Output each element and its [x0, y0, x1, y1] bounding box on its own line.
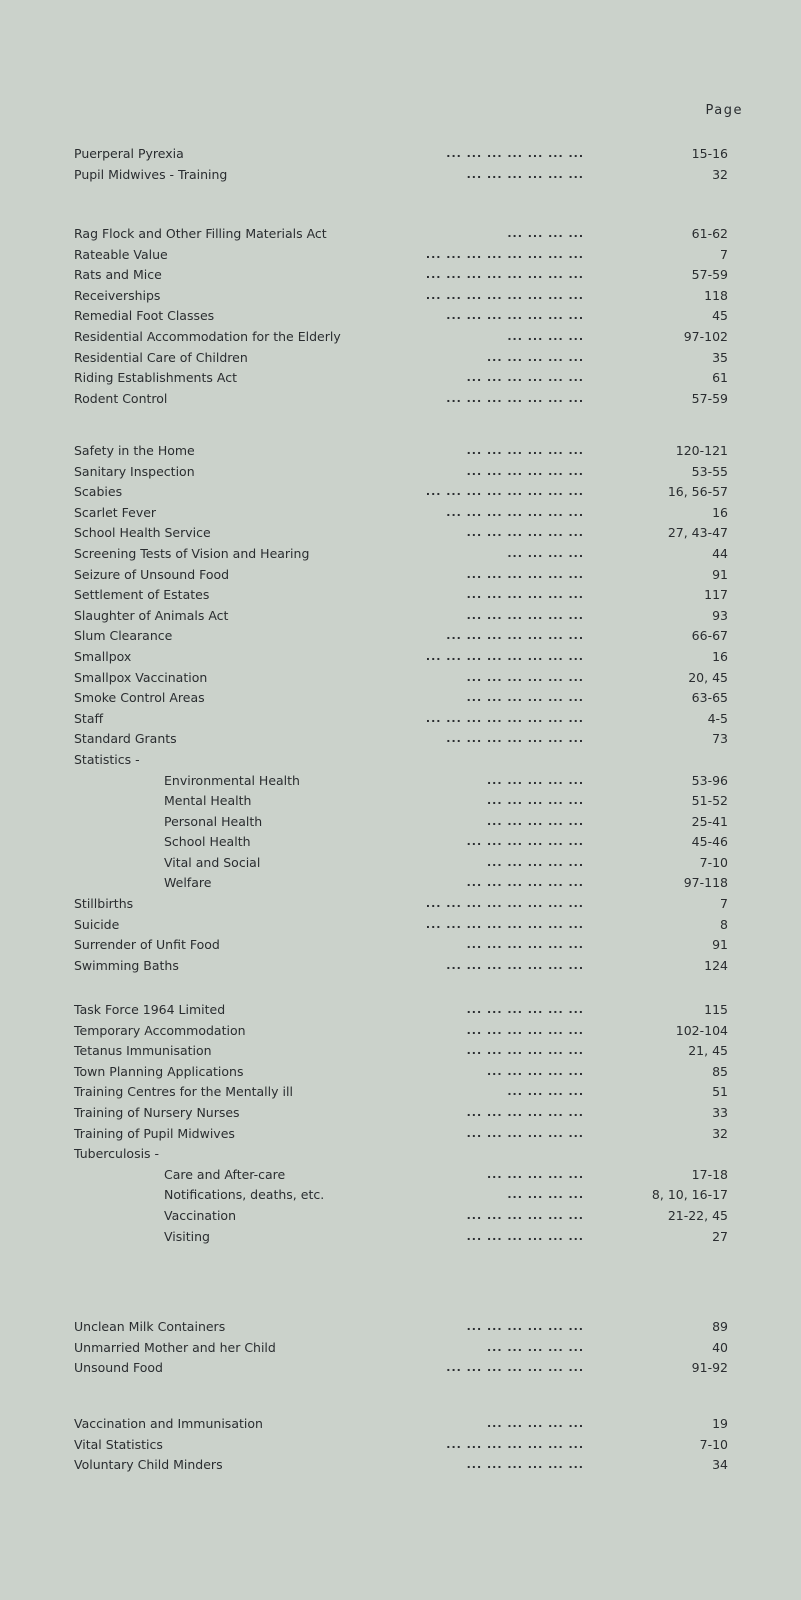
- leader-dots: ... ... ... ... ... ... ...: [446, 147, 584, 160]
- index-entry: [74, 1185, 728, 1206]
- index-entry: [74, 144, 728, 165]
- entry-label: Residential Accommodation for the Elderly: [74, 328, 341, 344]
- leader-dots: ... ... ... ... ... ...: [466, 167, 584, 181]
- page-reference: 7: [720, 896, 728, 912]
- page-reference: 7-10: [699, 1436, 728, 1452]
- page-reference: 16: [712, 648, 728, 664]
- leader-dots: ... ... ... ... ... ...: [466, 1126, 584, 1140]
- index-entry: [74, 1021, 728, 1042]
- page-reference: 34: [712, 1457, 728, 1473]
- entry-label: Sanitary Inspection: [74, 463, 195, 479]
- leader-dots: ... ... ... ...: [507, 1188, 584, 1202]
- entry-label: Seizure of Unsound Food: [74, 566, 230, 582]
- entry-label: Unsound Food: [74, 1360, 163, 1376]
- entry-label: Surrender of Unfit Food: [74, 937, 220, 953]
- leader-dots: ... ... ... ... ... ... ...: [446, 1437, 584, 1451]
- leader-dots: ... ... ... ... ... ... ... ...: [425, 897, 584, 911]
- leader-dots: ... ... ... ... ... ...: [466, 1208, 584, 1222]
- leader-dots: ... ... ... ... ...: [487, 773, 584, 787]
- page-reference: 118: [704, 287, 728, 303]
- index-entry: [74, 348, 728, 369]
- leader-dots: ... ... ... ... ... ... ...: [446, 629, 584, 643]
- index-entry: [74, 441, 728, 462]
- index-entry: [74, 1165, 728, 1186]
- index-entry: [74, 1338, 728, 1359]
- entry-label: Statistics -: [74, 751, 140, 767]
- page-reference: 97-118: [683, 875, 728, 891]
- entry-label: Mental Health: [164, 793, 252, 809]
- page-reference: 93: [712, 607, 728, 623]
- index-entry: [74, 306, 728, 327]
- index-section-r: [74, 224, 728, 409]
- index-entry: [74, 1124, 728, 1145]
- index-entry: [74, 165, 728, 186]
- page-reference: 117: [704, 587, 728, 603]
- page-reference: 19: [712, 1416, 728, 1431]
- entry-label: Welfare: [164, 875, 212, 891]
- index-section-v: [74, 1414, 728, 1476]
- entry-label: Puerperal Pyrexia: [74, 146, 184, 161]
- leader-dots: ... ... ... ... ...: [487, 1417, 584, 1430]
- index-entry: [74, 462, 728, 483]
- leader-dots: ... ... ... ... ... ...: [466, 1105, 584, 1119]
- page-reference: 91: [712, 566, 728, 582]
- index-entry: [74, 668, 728, 689]
- index-entry: [74, 626, 728, 647]
- page-reference: 45: [712, 308, 728, 324]
- index-group-heading: [74, 1144, 728, 1165]
- leader-dots: ... ... ... ...: [507, 227, 584, 240]
- entry-label: Care and After-care: [164, 1166, 286, 1182]
- entry-label: Slaughter of Animals Act: [74, 607, 229, 623]
- page-reference: 66-67: [691, 628, 728, 644]
- page-reference: 44: [712, 545, 728, 561]
- leader-dots: ... ... ... ... ... ...: [466, 1023, 584, 1037]
- entry-label: School Health Service: [74, 525, 211, 541]
- index-entry: [74, 812, 728, 833]
- entry-label: Standard Grants: [74, 731, 177, 747]
- leader-dots: ... ... ... ... ... ...: [466, 1229, 584, 1243]
- page-reference: 21-22, 45: [667, 1207, 728, 1223]
- entry-label: Riding Establishments Act: [74, 370, 237, 386]
- leader-dots: ... ... ... ... ... ... ...: [446, 958, 584, 972]
- page-reference: 61: [712, 370, 728, 386]
- entry-label: Scabies: [74, 484, 123, 500]
- entry-label: Tetanus Immunisation: [74, 1043, 212, 1059]
- leader-dots: ... ... ... ... ...: [487, 1167, 584, 1181]
- entry-label: Vaccination and Immunisation: [74, 1416, 263, 1431]
- entry-label: Staff: [74, 710, 104, 726]
- leader-dots: ... ... ... ... ... ... ...: [446, 391, 584, 405]
- leader-dots: ... ... ... ... ... ...: [466, 1458, 584, 1472]
- entry-label: Swimming Baths: [74, 957, 179, 973]
- page-reference: 40: [712, 1339, 728, 1355]
- entry-label: Vital and Social: [164, 854, 261, 870]
- page-reference: 57-59: [691, 390, 728, 406]
- leader-dots: ... ... ... ... ... ...: [466, 1003, 584, 1016]
- page-reference: 33: [712, 1104, 728, 1120]
- leader-dots: ... ... ... ... ... ... ... ...: [425, 917, 584, 931]
- index-entry: [74, 1227, 728, 1248]
- page-reference: 35: [712, 349, 728, 365]
- index-entry: [74, 791, 728, 812]
- leader-dots: ... ... ... ... ... ... ...: [446, 1361, 584, 1375]
- leader-dots: ... ... ... ... ...: [487, 794, 584, 808]
- index-entry: [74, 389, 728, 410]
- leader-dots: ... ... ... ... ... ... ...: [446, 732, 584, 746]
- index-entry: [74, 265, 728, 286]
- index-entry: [74, 915, 728, 936]
- index-section-s: [74, 441, 728, 976]
- page-reference: 8: [720, 916, 728, 932]
- leader-dots: ... ... ... ... ...: [487, 1064, 584, 1078]
- page-reference: 91: [712, 937, 728, 953]
- page-reference: 7-10: [699, 854, 728, 870]
- index-entry: [74, 245, 728, 266]
- entry-label: Vaccination: [164, 1207, 236, 1223]
- index-entry: [74, 873, 728, 894]
- page-reference: 61-62: [691, 226, 728, 241]
- page-reference: 45-46: [691, 834, 728, 850]
- index-section-u: [74, 1317, 728, 1379]
- leader-dots: ... ... ... ... ... ... ... ...: [425, 649, 584, 663]
- leader-dots: ... ... ... ... ...: [487, 814, 584, 828]
- page-reference: 124: [704, 957, 728, 973]
- page-reference: 57-59: [691, 267, 728, 283]
- entry-label: Rats and Mice: [74, 267, 162, 283]
- entry-label: Temporary Accommodation: [74, 1022, 246, 1038]
- index-entry: [74, 1317, 728, 1338]
- entry-label: Visiting: [164, 1228, 210, 1244]
- leader-dots: ... ... ... ...: [507, 1085, 584, 1099]
- page-reference: 17-18: [691, 1166, 728, 1182]
- index-entry: [74, 1000, 728, 1021]
- entry-label: Receiverships: [74, 287, 161, 303]
- entry-label: Notifications, deaths, etc.: [164, 1187, 325, 1203]
- index-entry: [74, 1206, 728, 1227]
- page-reference: 32: [712, 1125, 728, 1141]
- index-entry: [74, 894, 728, 915]
- leader-dots: ... ... ... ... ... ...: [466, 691, 584, 705]
- index-entry: [74, 1435, 728, 1456]
- leader-dots: ... ... ... ... ... ...: [466, 938, 584, 952]
- index-entry: [74, 1082, 728, 1103]
- page-reference: 51-52: [691, 793, 728, 809]
- index-entry: [74, 832, 728, 853]
- entry-label: Pupil Midwives - Training: [74, 166, 228, 182]
- leader-dots: ... ... ... ... ... ...: [466, 670, 584, 684]
- entry-label: Smoke Control Areas: [74, 690, 205, 706]
- page-reference: 32: [712, 166, 728, 182]
- index-entry: [74, 853, 728, 874]
- page-reference: 20, 45: [688, 669, 728, 685]
- page-reference: 4-5: [707, 710, 728, 726]
- leader-dots: ... ... ... ... ... ...: [466, 567, 584, 581]
- entry-label: Training of Nursery Nurses: [74, 1104, 240, 1120]
- index-entry: [74, 585, 728, 606]
- index-entry: [74, 1358, 728, 1379]
- entry-label: Rodent Control: [74, 390, 168, 406]
- entry-label: Settlement of Estates: [74, 587, 210, 603]
- entry-label: Safety in the Home: [74, 443, 195, 458]
- leader-dots: ... ... ... ... ... ...: [466, 371, 584, 385]
- leader-dots: ... ... ... ... ... ...: [466, 876, 584, 890]
- entry-label: School Health: [164, 834, 251, 850]
- page-reference: 51: [712, 1084, 728, 1100]
- index-entry: [74, 565, 728, 586]
- page-reference: 102-104: [675, 1022, 728, 1038]
- leader-dots: ... ... ... ... ...: [487, 1340, 584, 1354]
- leader-dots: ... ... ... ... ... ...: [466, 1320, 584, 1333]
- entry-label: Environmental Health: [164, 772, 300, 788]
- index-entry: [74, 709, 728, 730]
- page-reference: 27, 43-47: [667, 525, 728, 541]
- index-entry: [74, 286, 728, 307]
- leader-dots: ... ... ... ... ...: [487, 855, 584, 869]
- page-reference: 27: [712, 1228, 728, 1244]
- page-reference: 97-102: [683, 328, 728, 344]
- index-entry: [74, 688, 728, 709]
- page-reference: 8, 10, 16-17: [651, 1187, 728, 1203]
- entry-label: Town Planning Applications: [74, 1063, 244, 1079]
- leader-dots: ... ... ... ... ... ... ... ...: [425, 288, 584, 302]
- leader-dots: ... ... ... ... ... ... ... ...: [425, 247, 584, 261]
- page-reference: 15-16: [691, 146, 728, 161]
- page-reference: 16: [712, 504, 728, 520]
- leader-dots: ... ... ... ... ... ...: [466, 835, 584, 849]
- leader-dots: ... ... ... ... ... ...: [466, 526, 584, 540]
- entry-label: Unmarried Mother and her Child: [74, 1339, 276, 1355]
- index-entry: [74, 606, 728, 627]
- entry-label: Unclean Milk Containers: [74, 1319, 226, 1334]
- entry-label: Tuberculosis -: [74, 1146, 160, 1162]
- index-entry: [74, 1062, 728, 1083]
- entry-label: Personal Health: [164, 813, 263, 829]
- entry-label: Slum Clearance: [74, 628, 173, 644]
- page-reference: 53-55: [691, 463, 728, 479]
- page-reference: 7: [720, 246, 728, 262]
- index-entry: [74, 647, 728, 668]
- entry-label: Smallpox: [74, 648, 132, 664]
- leader-dots: ... ... ... ... ... ...: [466, 608, 584, 622]
- index-entry: [74, 729, 728, 750]
- index-entry: [74, 1041, 728, 1062]
- entry-label: Scarlet Fever: [74, 504, 157, 520]
- leader-dots: ... ... ... ... ... ...: [466, 464, 584, 478]
- leader-dots: ... ... ... ... ... ...: [466, 588, 584, 602]
- entry-label: Residential Care of Children: [74, 349, 248, 365]
- index-entry: [74, 224, 728, 245]
- index-entry: [74, 1103, 728, 1124]
- page-reference: 63-65: [691, 690, 728, 706]
- index-entry: [74, 935, 728, 956]
- index-entry: [74, 544, 728, 565]
- index-entry: [74, 1455, 728, 1476]
- index-section-t: [74, 1000, 728, 1247]
- index-entry: [74, 503, 728, 524]
- page-column-heading: Page: [705, 103, 743, 118]
- leader-dots: ... ... ... ... ... ...: [466, 1044, 584, 1058]
- page-reference: 120-121: [675, 443, 728, 458]
- entry-label: Rateable Value: [74, 246, 168, 262]
- entry-label: Voluntary Child Minders: [74, 1457, 223, 1473]
- page-reference: 91-92: [691, 1360, 728, 1376]
- page-reference: 73: [712, 731, 728, 747]
- leader-dots: ... ... ... ... ... ...: [466, 444, 584, 457]
- leader-dots: ... ... ... ... ... ... ...: [446, 505, 584, 519]
- index-entry: [74, 368, 728, 389]
- index-entry: [74, 482, 728, 503]
- entry-label: Training of Pupil Midwives: [74, 1125, 235, 1141]
- leader-dots: ... ... ... ... ... ... ... ...: [425, 711, 584, 725]
- entry-label: Screening Tests of Vision and Hearing: [74, 545, 310, 561]
- entry-label: Smallpox Vaccination: [74, 669, 208, 685]
- entry-label: Vital Statistics: [74, 1436, 163, 1452]
- entry-label: Suicide: [74, 916, 120, 932]
- index-entry: [74, 523, 728, 544]
- leader-dots: ... ... ... ... ... ... ... ...: [425, 485, 584, 499]
- leader-dots: ... ... ... ... ...: [487, 350, 584, 364]
- page-reference: 21, 45: [688, 1043, 728, 1059]
- index-section-p: [74, 144, 728, 185]
- entry-label: Task Force 1964 Limited: [74, 1002, 226, 1017]
- leader-dots: ... ... ... ...: [507, 546, 584, 560]
- leader-dots: ... ... ... ...: [507, 329, 584, 343]
- page-reference: 16, 56-57: [667, 484, 728, 500]
- page-reference: 25-41: [691, 813, 728, 829]
- page-reference: 85: [712, 1063, 728, 1079]
- index-entry: [74, 327, 728, 348]
- entry-label: Rag Flock and Other Filling Materials Act: [74, 226, 327, 241]
- page-reference: 89: [712, 1319, 728, 1334]
- page-reference: 115: [704, 1002, 728, 1017]
- leader-dots: ... ... ... ... ... ... ... ...: [425, 268, 584, 282]
- entry-label: Remedial Foot Classes: [74, 308, 215, 324]
- page-reference: 53-96: [691, 772, 728, 788]
- index-entry: [74, 771, 728, 792]
- index-entry: [74, 1414, 728, 1435]
- leader-dots: ... ... ... ... ... ... ...: [446, 309, 584, 323]
- index-group-heading: [74, 750, 728, 771]
- entry-label: Stillbirths: [74, 896, 134, 912]
- entry-label: Training Centres for the Mentally ill: [74, 1084, 293, 1100]
- index-entry: [74, 956, 728, 977]
